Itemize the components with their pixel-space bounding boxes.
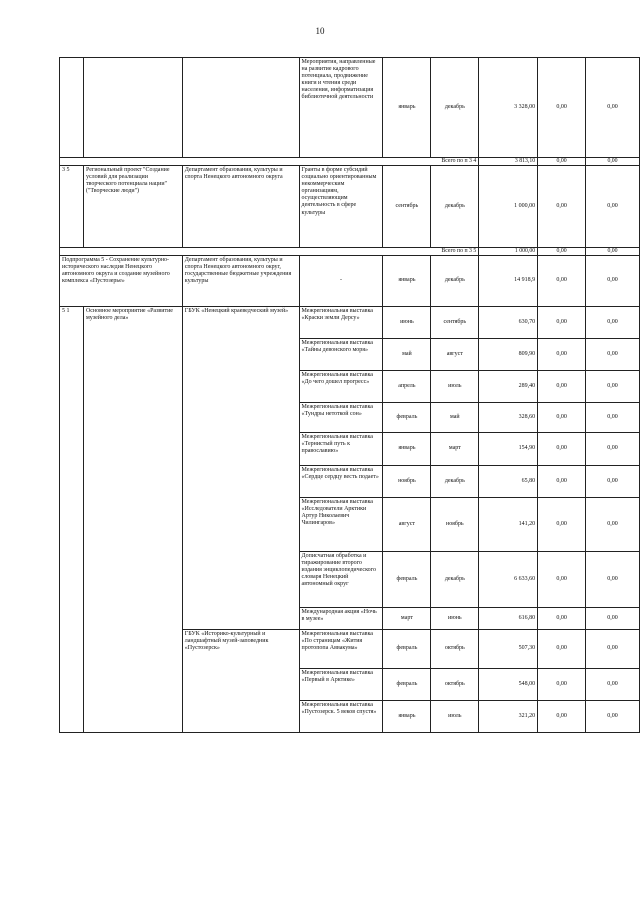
item-start: август <box>383 498 431 552</box>
item-value-2: 0,00 <box>538 433 586 466</box>
item-end: март <box>431 433 479 466</box>
item-value-3: 0,00 <box>586 498 640 552</box>
item-value-2: 0,00 <box>538 307 586 339</box>
item-value-3: 0,00 <box>586 433 640 466</box>
subtotal-label: Всего по п 3 5 <box>60 248 479 256</box>
subtotal-value-1: 1 000,00 <box>479 248 538 256</box>
subprogram-end: декабрь <box>431 256 479 307</box>
subtotal-row <box>60 248 640 256</box>
item-value-1: 1 000,00 <box>479 166 538 248</box>
item-executor: Департамент образования, культуры и спорта Ненецкого автономного округа <box>182 166 299 248</box>
subprogram-title: Подпрограмма 5 - Сохранение культурно-исторического наследия Ненецкого автономного округа и создание музейного комплекса «Пустозерье» <box>60 256 183 307</box>
item-value-3: 0,00 <box>586 339 640 371</box>
item-value-3: 0,00 <box>586 371 640 403</box>
item-value-1: 548,00 <box>479 669 538 701</box>
item-value-3: 0,00 <box>586 552 640 608</box>
item-measure: Межрегиональная выставка «Пустозерск. 5 веков спустя» <box>299 701 383 733</box>
subprogram-row <box>60 256 640 307</box>
subtotal-row <box>60 158 640 166</box>
item-value-2: 0,00 <box>538 403 586 433</box>
item-start: февраль <box>383 669 431 701</box>
item-start: май <box>383 339 431 371</box>
item-start: январь <box>383 58 431 158</box>
item-executor <box>182 58 299 158</box>
item-end: ноябрь <box>431 498 479 552</box>
item-start: февраль <box>383 403 431 433</box>
item-value-2: 0,00 <box>538 466 586 498</box>
item-value-3: 0,00 <box>586 58 640 158</box>
item-end: октябрь <box>431 669 479 701</box>
item-value-1: 328,60 <box>479 403 538 433</box>
subtotal-label: Всего по п 3 4 <box>60 158 479 166</box>
subtotal-value-3: 0,00 <box>586 248 640 256</box>
item-end: декабрь <box>431 552 479 608</box>
item-value-1: 289,40 <box>479 371 538 403</box>
item-value-3: 0,00 <box>586 701 640 733</box>
item-end: май <box>431 403 479 433</box>
item-value-2: 0,00 <box>538 498 586 552</box>
item-value-3: 0,00 <box>586 466 640 498</box>
item-measure: Межрегиональная выставка «По страницам «Жития протопопа Аввакума» <box>299 630 383 669</box>
item-value-1: 141,20 <box>479 498 538 552</box>
item-measure: Межрегиональная выставка «Тайны девонского моря» <box>299 339 383 371</box>
item-end: июль <box>431 701 479 733</box>
item-measure: Мероприятия, направленные на развитие кадрового потенциала, продвижение книги и чтения среди населения, информатизация библиотечной деятельности <box>299 58 383 158</box>
item-value-3: 0,00 <box>586 669 640 701</box>
item-measure: Гранты в форме субсидий социально ориентированным некоммерческим организациям, осуществляющим деятельность в сфере культуры <box>299 166 383 248</box>
item-value-2: 0,00 <box>538 58 586 158</box>
item-value-2: 0,00 <box>538 166 586 248</box>
subprogram-value-3: 0,00 <box>586 256 640 307</box>
item-measure: Межрегиональная выставка «Тернистый путь к православию» <box>299 433 383 466</box>
item-value-3: 0,00 <box>586 630 640 669</box>
item-end: декабрь <box>431 466 479 498</box>
item-start: ноябрь <box>383 466 431 498</box>
item-measure: Межрегиональная выставка «Исследователи Арктики Артур Николаевич Чилингаров» <box>299 498 383 552</box>
item-title: Региональный проект "Создание условий для реализации творческого потенциала нации" ("Творческие люди") <box>83 166 182 248</box>
table-row <box>60 307 640 339</box>
item-value-2: 0,00 <box>538 630 586 669</box>
item-measure: Межрегиональная выставка «Первый в Арктике» <box>299 669 383 701</box>
item-value-3: 0,00 <box>586 307 640 339</box>
item-end: июнь <box>431 608 479 630</box>
item-value-2: 0,00 <box>538 552 586 608</box>
item-measure: Межрегиональная выставка «Краски земли Дерсу» <box>299 307 383 339</box>
item-value-3: 0,00 <box>586 608 640 630</box>
subtotal-value-3: 0,00 <box>586 158 640 166</box>
item-value-1: 3 328,00 <box>479 58 538 158</box>
item-end: сентябрь <box>431 307 479 339</box>
subtotal-value-2: 0,00 <box>538 248 586 256</box>
item-end: август <box>431 339 479 371</box>
item-end: июль <box>431 371 479 403</box>
item-start: март <box>383 608 431 630</box>
item-end: декабрь <box>431 58 479 158</box>
item-title: Основное мероприятие «Развитие музейного дела» <box>83 307 182 733</box>
item-start: январь <box>383 433 431 466</box>
item-value-2: 0,00 <box>538 371 586 403</box>
item-start: февраль <box>383 552 431 608</box>
item-start: январь <box>383 701 431 733</box>
item-value-2: 0,00 <box>538 339 586 371</box>
item-measure: Межрегиональная выставка «До чего дошел прогресс» <box>299 371 383 403</box>
item-value-3: 0,00 <box>586 166 640 248</box>
subprogram-executor: Департамент образования, культуры и спорта Ненецкого автономного округ, государственные бюджетные учреждения культуры <box>182 256 299 307</box>
item-start: апрель <box>383 371 431 403</box>
program-table <box>59 57 640 733</box>
subtotal-value-2: 0,00 <box>538 158 586 166</box>
item-measure: Дописчатная обработка и тиражирование второго издания энциклопедического словаря Ненецкий автономный округ <box>299 552 383 608</box>
item-executor: ГБУК «Ненецкий краеведческий музей» <box>182 307 299 630</box>
item-value-1: 630,70 <box>479 307 538 339</box>
subprogram-start: январь <box>383 256 431 307</box>
page-number: 10 <box>315 26 325 36</box>
item-value-2: 0,00 <box>538 608 586 630</box>
item-start: февраль <box>383 630 431 669</box>
table-row <box>60 166 640 248</box>
item-start: сентябрь <box>383 166 431 248</box>
item-value-1: 507,30 <box>479 630 538 669</box>
subtotal-value-1: 3 813,10 <box>479 158 538 166</box>
item-measure: Межрегиональная выставка «Тундры нетоткой сон» <box>299 403 383 433</box>
table-row <box>60 58 640 158</box>
item-value-2: 0,00 <box>538 669 586 701</box>
item-num: 3 5 <box>60 166 84 248</box>
item-value-1: 809,90 <box>479 339 538 371</box>
subprogram-value-2: 0,00 <box>538 256 586 307</box>
item-value-2: 0,00 <box>538 701 586 733</box>
item-value-1: 616,80 <box>479 608 538 630</box>
item-value-3: 0,00 <box>586 403 640 433</box>
item-title <box>83 58 182 158</box>
subprogram-measure: - <box>299 256 383 307</box>
item-start: июнь <box>383 307 431 339</box>
item-executor: ГБУК «Историко-культурный и ландшафтный музей-заповедник «Пустозерск» <box>182 630 299 733</box>
item-num: 5 1 <box>60 307 84 733</box>
item-value-1: 6 633,60 <box>479 552 538 608</box>
subprogram-value-1: 14 918,9 <box>479 256 538 307</box>
item-end: декабрь <box>431 166 479 248</box>
item-value-1: 154,90 <box>479 433 538 466</box>
item-measure: Международная акция «Ночь в музее» <box>299 608 383 630</box>
item-end: октябрь <box>431 630 479 669</box>
item-value-1: 65,80 <box>479 466 538 498</box>
item-measure: Межрегиональная выставка «Сердце сердцу весть подает» <box>299 466 383 498</box>
item-num <box>60 58 84 158</box>
item-value-1: 321,20 <box>479 701 538 733</box>
